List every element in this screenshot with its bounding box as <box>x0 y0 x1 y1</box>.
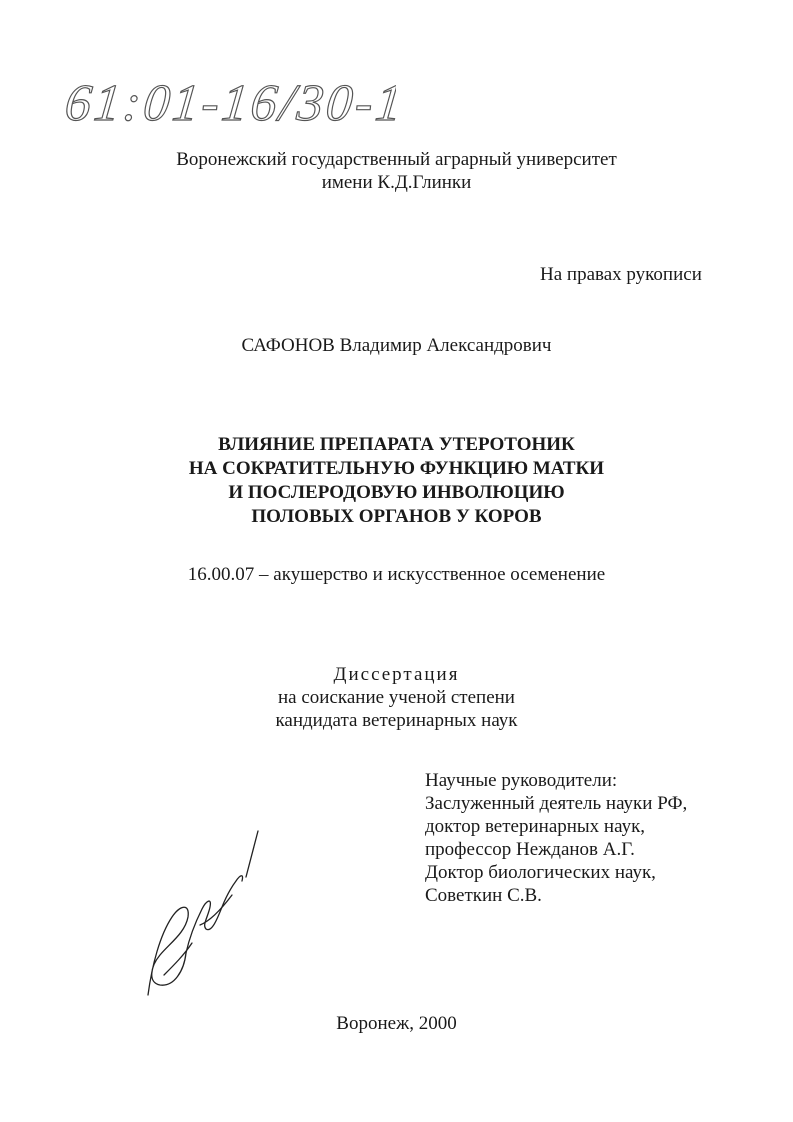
author-name: САФОНОВ Владимир Александрович <box>241 335 552 356</box>
specialty-code: 16.00.07 – акушерство и искусственное осеменение <box>187 564 606 585</box>
signature-handwriting <box>140 825 270 1005</box>
degree-line-2: кандидата ветеринарных наук <box>275 710 518 731</box>
degree-line-1: на соискание ученой степени <box>278 687 515 708</box>
archive-code-handwriting <box>66 60 396 140</box>
archive-code <box>66 60 396 140</box>
supervisors-heading: Научные руководители: <box>425 770 618 791</box>
university-line-2: имени К.Д.Глинки <box>321 172 472 193</box>
dissertation-block <box>0 663 793 732</box>
supervisor-line-4: Доктор биологических наук, <box>425 862 656 883</box>
supervisor-line-2: доктор ветеринарных наук, <box>425 816 646 837</box>
supervisor-line-1: Заслуженный деятель науки РФ, <box>425 793 688 814</box>
title-line-2: НА СОКРАТИТЕЛЬНУЮ ФУНКЦИЮ МАТКИ <box>188 458 605 479</box>
title-line-3: И ПОСЛЕРОДОВУЮ ИНВОЛЮЦИЮ <box>228 482 565 503</box>
dissertation-title <box>0 433 793 529</box>
place-year: Воронеж, 2000 <box>336 1013 457 1034</box>
supervisor-line-5: Советкин С.В. <box>425 885 542 906</box>
university-line-1: Воронежский государственный аграрный университет <box>176 149 617 170</box>
dissertation-label: Диссертация <box>333 664 460 685</box>
university-name <box>0 148 793 194</box>
supervisor-line-3: профессор Нежданов А.Г. <box>425 839 635 860</box>
title-line-1: ВЛИЯНИЕ ПРЕПАРАТА УТЕРОТОНИК <box>218 434 575 455</box>
signature <box>140 825 270 1005</box>
title-line-4: ПОЛОВЫХ ОРГАНОВ У КОРОВ <box>251 506 542 527</box>
archive-code-text: 61:01-16/30-1 <box>66 75 396 132</box>
supervisors-block <box>425 769 687 907</box>
manuscript-rights: На правах рукописи <box>540 264 702 285</box>
